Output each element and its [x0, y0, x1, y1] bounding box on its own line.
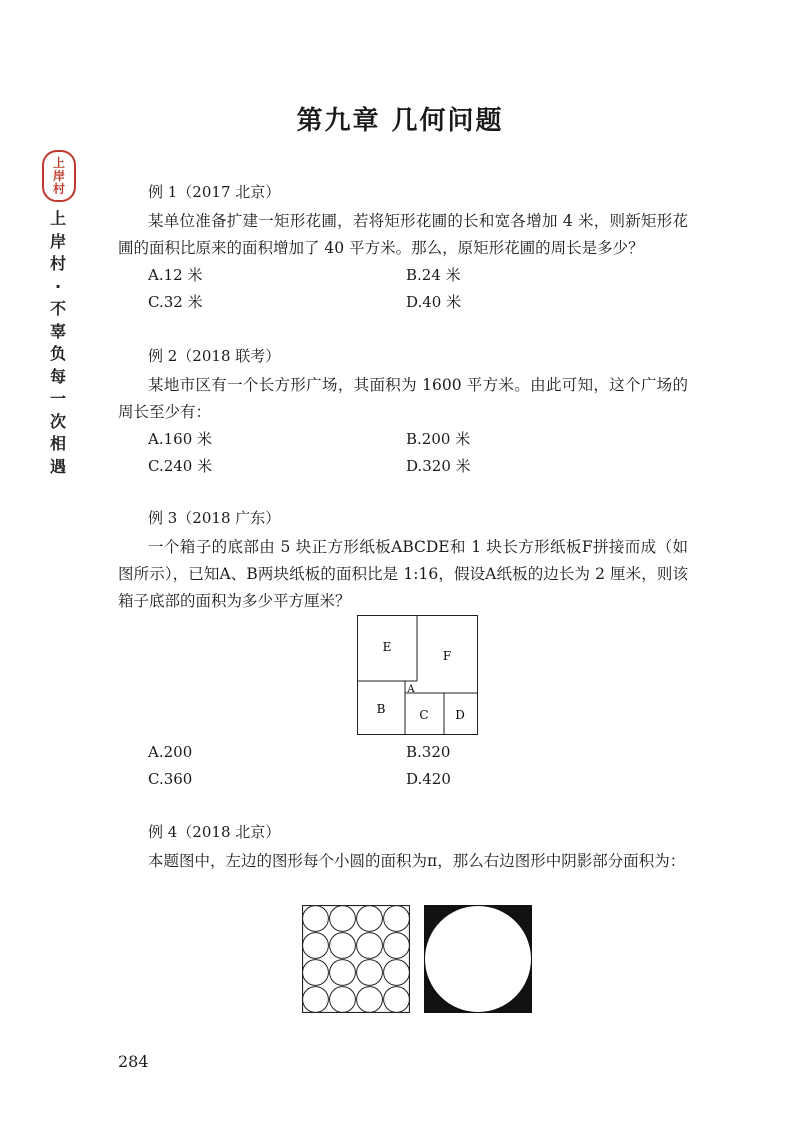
slogan-char: 岸	[49, 231, 66, 251]
small-circle	[357, 906, 383, 932]
option-d: D.320 米	[406, 457, 471, 475]
logo-char: 岸	[52, 168, 65, 183]
option-d: D.420	[406, 770, 451, 788]
slogan-char: 辜	[49, 321, 66, 341]
logo-char: 上	[52, 155, 65, 170]
slogan-char: 上	[49, 209, 66, 228]
slogan-char: 一	[49, 389, 66, 408]
label-b: B	[376, 702, 386, 716]
example-2	[118, 346, 688, 480]
example-heading: 例 2（2018 联考）	[148, 347, 281, 365]
label-f: F	[442, 649, 452, 663]
slogan-char: 村	[49, 254, 66, 273]
small-circle	[330, 960, 356, 986]
option-b: B.200 米	[406, 430, 471, 448]
label-a: A	[407, 684, 415, 695]
example-question: 一个箱子的底部由 5 块正方形纸板ABCDE和 1 块长方形纸板F拼接而成（如图所示），已知A、B两块纸板的面积比是 1:16，假设A纸板的边长为 2 厘米，则该箱子底部的面积为多少平方厘米？	[118, 538, 688, 610]
option-b: B.24 米	[406, 266, 461, 284]
small-circle	[357, 987, 383, 1013]
small-circle	[384, 933, 410, 959]
example-heading: 例 4（2018 北京）	[148, 823, 281, 841]
option-c: C.360	[148, 770, 193, 788]
brand-logo	[42, 150, 76, 202]
example-3	[118, 508, 688, 615]
small-circle	[303, 987, 329, 1013]
slogan-char: 不	[49, 299, 66, 318]
small-circle	[330, 933, 356, 959]
small-circle	[303, 933, 329, 959]
example-4	[118, 822, 688, 875]
option-b: B.320	[406, 743, 451, 761]
option-list	[148, 739, 688, 793]
sidebar-slogan	[46, 208, 70, 478]
slogan-char: 负	[49, 344, 66, 363]
logo-char: 村	[52, 181, 65, 196]
small-circle	[330, 906, 356, 932]
small-circle	[303, 906, 329, 932]
example-3-options	[118, 739, 688, 793]
slogan-char: 相	[49, 434, 66, 453]
small-circle	[384, 906, 410, 932]
small-circle	[357, 960, 383, 986]
small-circle	[384, 960, 410, 986]
example-question: 本题图中，左边的图形每个小圆的面积为π，那么右边图形中阴影部分面积为：	[148, 852, 686, 870]
example-question: 某单位准备扩建一矩形花圃，若将矩形花圃的长和宽各增加 4 米，则新矩形花圃的面积比原来的面积增加了 40 平方米。那么，原矩形花圃的周长是多少？	[118, 212, 688, 257]
option-list	[148, 426, 688, 480]
label-e: E	[382, 640, 392, 654]
slogan-char: 次	[49, 411, 66, 431]
slogan-char: ·	[54, 276, 62, 296]
example-1	[118, 182, 688, 316]
option-list	[148, 262, 688, 316]
small-circle	[330, 987, 356, 1013]
option-d: D.40 米	[406, 293, 462, 311]
option-a: A.12 米	[148, 266, 203, 284]
small-circle	[303, 960, 329, 986]
small-circle	[357, 933, 383, 959]
slogan-char: 每	[49, 366, 66, 386]
option-a: A.200	[148, 743, 193, 761]
label-d: D	[455, 708, 465, 722]
label-c: C	[419, 708, 429, 722]
page-number: 284	[118, 1052, 149, 1071]
option-a: A.160 米	[148, 430, 212, 448]
box-bottom-figure	[357, 615, 478, 735]
example-question: 某地市区有一个长方形广场，其面积为 1600 平方米。由此可知，这个广场的周长至少有：	[118, 376, 688, 421]
example-heading: 例 1（2017 北京）	[148, 183, 281, 201]
example-heading: 例 3（2018 广东）	[148, 509, 281, 527]
page-title: 第九章 几何问题	[296, 106, 504, 136]
option-c: C.32 米	[148, 293, 203, 311]
shaded-area-figure	[424, 905, 532, 1013]
circles-grid-figure	[302, 905, 410, 1013]
option-c: C.240 米	[148, 457, 213, 475]
slogan-char: 遇	[49, 456, 66, 476]
small-circle	[384, 987, 410, 1013]
